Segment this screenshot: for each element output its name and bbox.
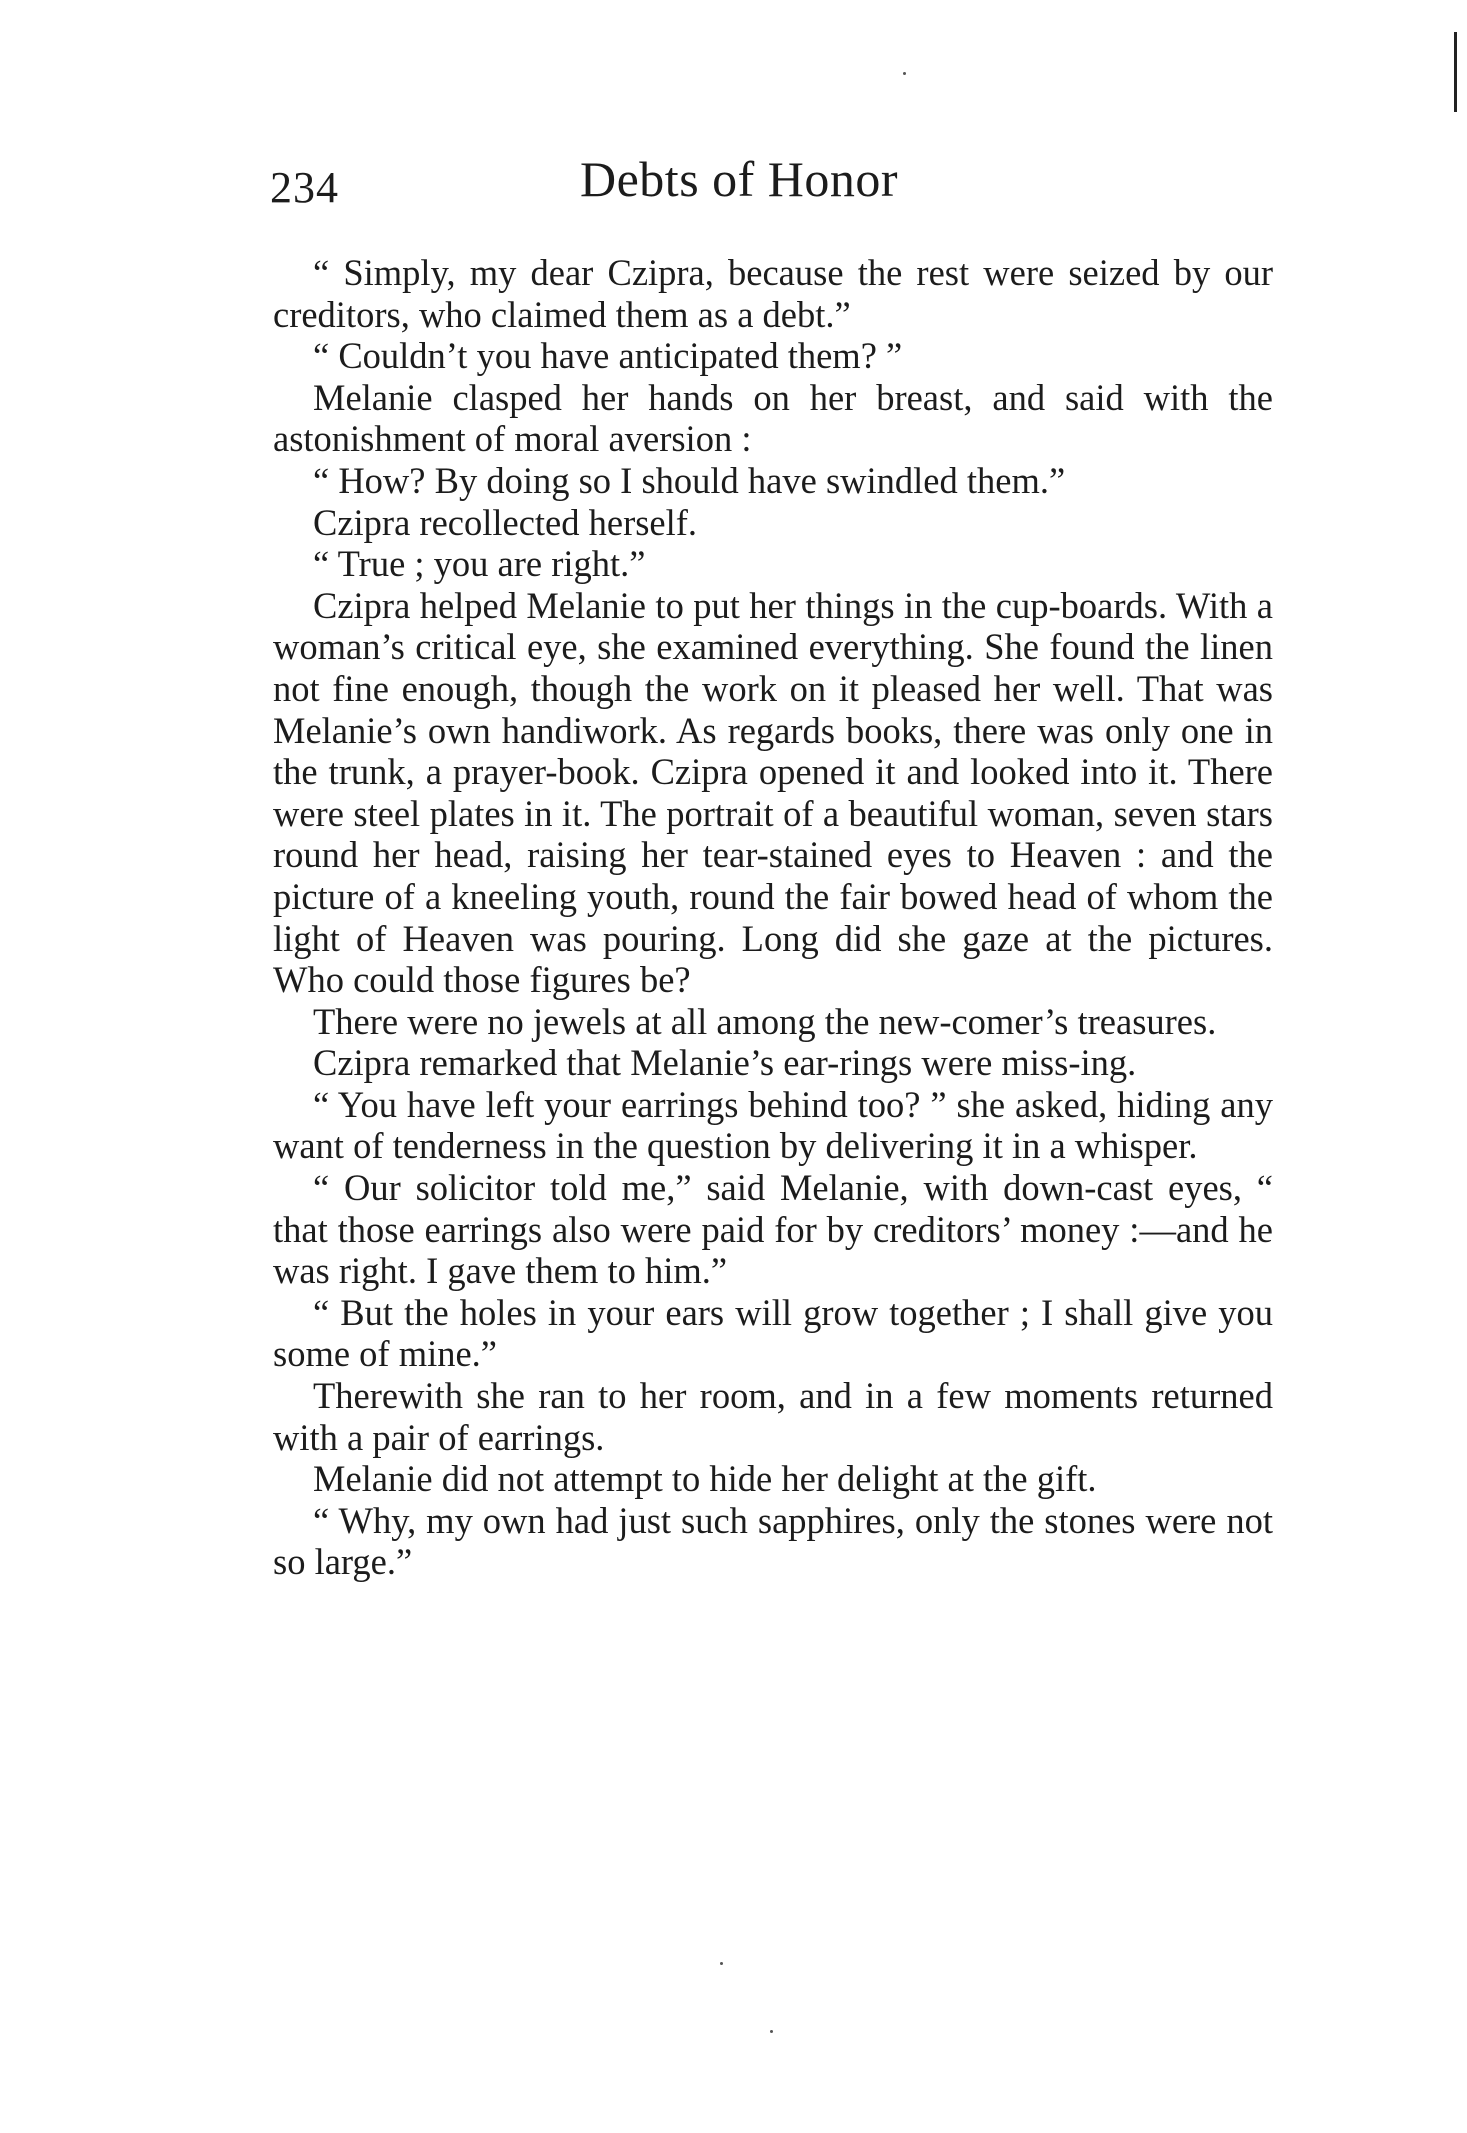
paragraph: “ True ; you are right.” bbox=[313, 543, 646, 585]
print-speck bbox=[720, 1962, 723, 1965]
paragraph: Melanie clasped her hands on her breast, and said with the astonishment of moral aversion : bbox=[273, 376, 1273, 460]
paragraph: “ Why, my own had just such sapphires, only the stones were not so large.” bbox=[273, 1499, 1273, 1583]
paragraph: Therewith she ran to her room, and in a few moments returned with a pair of earrings. bbox=[273, 1375, 1273, 1458]
page-number: 234 bbox=[270, 163, 339, 212]
paragraph: There were no jewels at all among the new-comer’s treasures. bbox=[313, 1000, 1217, 1042]
body-text bbox=[273, 252, 1273, 1583]
page-edge-mark bbox=[1454, 32, 1457, 112]
paragraph: Czipra remarked that Melanie’s ear-rings were miss-ing. bbox=[313, 1042, 1137, 1084]
print-speck bbox=[770, 2030, 773, 2033]
paragraph: “ But the holes in your ears will grow together ; I shall give you some of mine.” bbox=[273, 1291, 1273, 1375]
paragraph: “ Simply, my dear Czipra, because the rest were seized by our creditors, who claimed them as a debt.” bbox=[273, 252, 1273, 335]
running-title: Debts of Honor bbox=[580, 151, 899, 207]
paragraph: “ How? By doing so I should have swindled them.” bbox=[313, 459, 1066, 501]
print-speck bbox=[903, 72, 906, 75]
paragraph: Melanie did not attempt to hide her delight at the gift. bbox=[313, 1458, 1097, 1500]
running-head bbox=[270, 150, 1280, 220]
paragraph: “ Couldn’t you have anticipated them? ” bbox=[313, 335, 903, 377]
paragraph: “ Our solicitor told me,” said Melanie, with down-cast eyes, “ that those earrings also were paid for by creditors’ money :—and he was right. I gave them to him.” bbox=[273, 1167, 1273, 1292]
paragraph: “ You have left your earrings behind too? ” she asked, hiding any want of tenderness in the question by delivering it in a whisper. bbox=[273, 1083, 1273, 1167]
paragraph: Czipra recollected herself. bbox=[313, 501, 698, 543]
paragraph: Czipra helped Melanie to put her things in the cup-boards. With a woman’s critical eye, she examined everything. She found the linen not fine enough, though the work on it pleased her well. That was Melanie’s own handiwork. As regards books, there was only one in the trunk, a prayer-book. Czipra opened it and looked into it. There were steel plates in it. The portrait of a beautiful woman, seven stars round her head, raising her tear-stained eyes to Heaven : and the picture of a kneeling youth, round the fair bowed head of whom the light of Heaven was pouring. Long did she gaze at the pictures. Who could those figures be? bbox=[273, 584, 1273, 1001]
